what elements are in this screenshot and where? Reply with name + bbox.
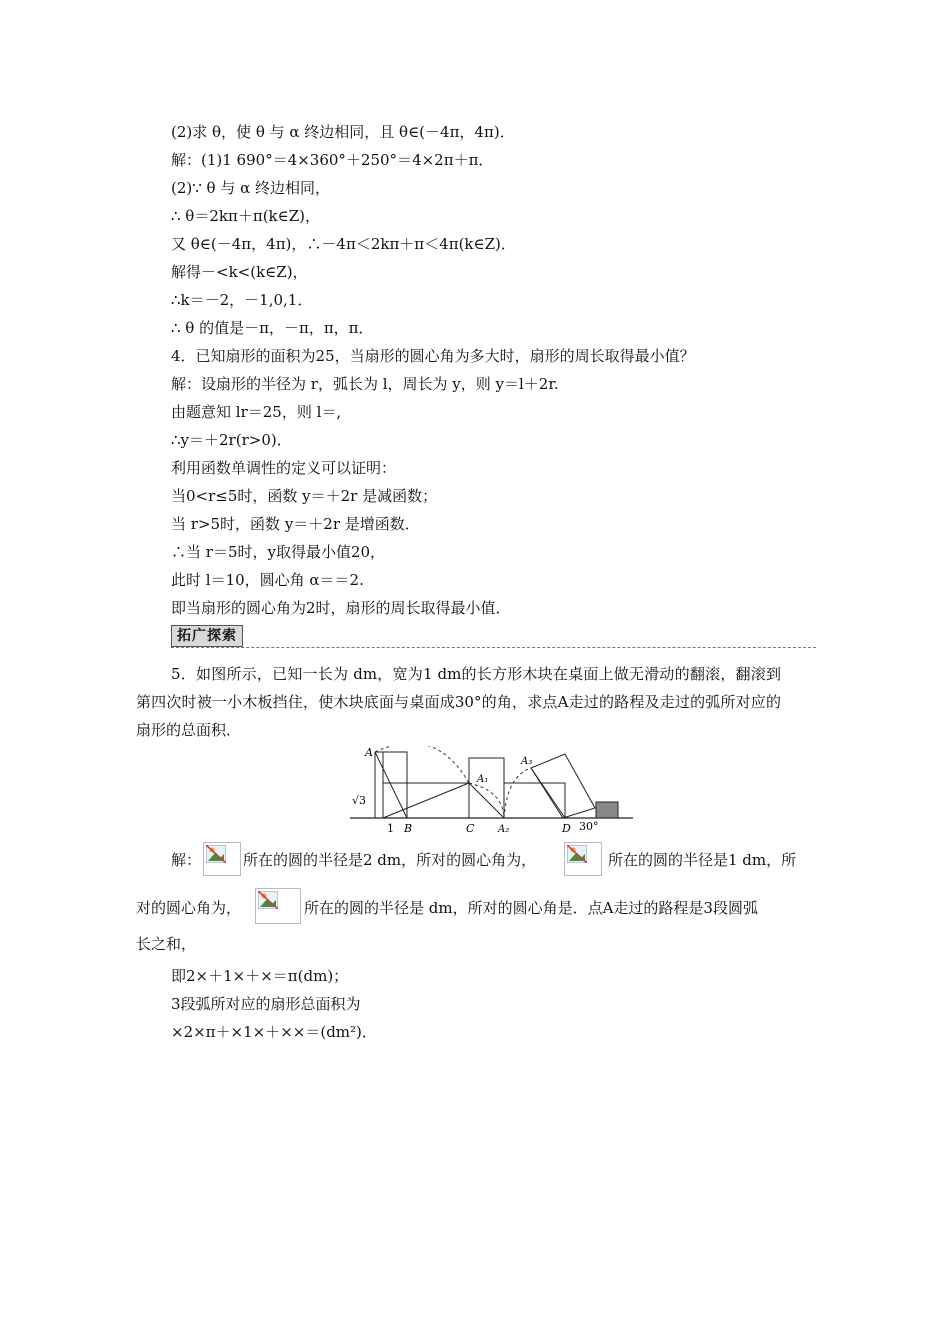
broken-image-icon: [564, 842, 602, 876]
label-A1: A₁: [477, 774, 489, 785]
label-sqrt3: √3: [352, 794, 367, 807]
diagonal: [375, 752, 407, 818]
solution-5-text: ×2×π＋×1×＋××＝(dm²)．: [171, 1023, 377, 1041]
text-line: 又 θ∈(－4π，4π)，∴－4π＜2kπ＋π＜4π(k∈Z)．: [171, 235, 516, 253]
text-line: ∴k＝－2，－1,0,1．: [171, 291, 313, 309]
solution-5-text: 所在的圆的半径是1 dm，所: [608, 851, 797, 869]
label-D: D: [562, 822, 571, 835]
label-one: 1: [387, 822, 394, 835]
text-line: ∴y＝＋2r(r>0)．: [171, 431, 292, 449]
text-line: (2)∵ θ 与 α 终边相同，: [171, 179, 331, 197]
text-line: ∴ θ 的值是－π，－π，π，π．: [171, 319, 374, 337]
problem-4-statement: 4．已知扇形的面积为25，当扇形的圆心角为多大时，扇形的周长取得最小值？: [171, 347, 695, 365]
text-line: 此时 l＝10，圆心角 α＝＝2.: [171, 571, 364, 589]
text-line: 解：(1)1 690°＝4×360°＋250°＝4×2π＋π．: [171, 151, 494, 169]
solution-5-text: 所在的圆的半径是 dm，所对的圆心角是．点A走过的路程是3段圆弧: [304, 899, 758, 917]
text-line: 即当扇形的圆心角为2时，扇形的周长取得最小值．: [171, 599, 511, 617]
stopper-board: [596, 802, 618, 818]
text-line: 解得－<k<(k∈Z)，: [171, 263, 308, 281]
solution-5-text: 对的圆心角为，: [136, 899, 242, 917]
text-line: 由题意知 lr＝25，则 l＝,: [171, 403, 342, 421]
arc-path: [504, 768, 531, 818]
diagonal: [531, 768, 565, 818]
block-edge: [375, 752, 383, 818]
broken-image-icon: [255, 888, 301, 924]
section-banner: 拓广探索: [171, 625, 243, 647]
text-line: ∴ θ＝2kπ＋π(k∈Z)，: [171, 207, 321, 225]
label-A2: A₂: [498, 824, 510, 835]
text-line: ∴当 r＝5时，y取得最小值20，: [171, 543, 386, 561]
block-tilted: [531, 754, 595, 818]
solution-5-text: 长之和，: [136, 935, 197, 953]
broken-image-icon: [203, 842, 241, 876]
solution-5-text: 即2×＋1×＋×＝π(dm)；: [171, 967, 349, 985]
rolling-block-diagram: [345, 746, 635, 836]
problem-5-statement: 5．如图所示，已知一长为 dm，宽为1 dm的长方形木块在桌面上做无滑动的翻滚，翻滚到第四次时被一小木板挡住，使木块底面与桌面成30°的角，求点A走过的路程及走过的弧所对应的扇形的总面积．: [136, 665, 781, 739]
text-line: (2)求 θ，使 θ 与 α 终边相同，且 θ∈(－4π，4π)．: [171, 123, 515, 141]
diagonal: [469, 783, 504, 818]
section-divider: [171, 647, 816, 648]
text-line: 利用函数单调性的定义可以证明：: [171, 459, 397, 477]
block-lying-2: [504, 783, 565, 818]
solution-5-text: 3段弧所对应的扇形总面积为: [171, 995, 361, 1013]
diagonal: [383, 783, 469, 818]
label-angle: 30°: [579, 820, 599, 833]
label-B: B: [404, 822, 413, 835]
text-line: 当 r>5时，函数 y＝＋2r 是增函数．: [171, 515, 420, 533]
label-A: A: [365, 746, 373, 759]
solution-5-text: 所在的圆的半径是2 dm，所对的圆心角为，: [243, 851, 537, 869]
solution-5-prefix: 解：: [171, 851, 202, 869]
label-C: C: [466, 822, 475, 835]
text-line: 当0<r≤5时，函数 y＝＋2r 是减函数；: [171, 487, 438, 505]
text-line: 解：设扇形的半径为 r，弧长为 l，周长为 y，则 y＝l＋2r.: [171, 375, 559, 393]
label-A3: A₃: [521, 756, 533, 767]
